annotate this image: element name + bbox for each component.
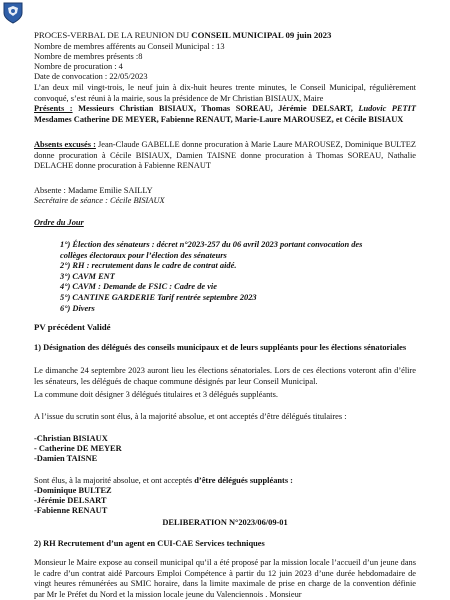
agenda-item: 3°) CAVM ENT [60, 271, 115, 281]
section2-paragraph: Monsieur le Maire expose au conseil municipal qu’il a été proposé par la mission locale l’accueil d’un jeune dans le cadre d’un contrat aidé Parcours Emploi Compétence à partir du 12 juin 2023 d’une durée hebdomadaire de vingt heures rémunérées au SMIC horaire, dans la limite maximale de prise en charge de la convention définie par Mr le Préfet du Nord et la mission locale jeune du Valenciennois . Monsieur [34, 558, 416, 599]
meta-convocation: Date de convocation : 22/05/2023 [34, 72, 148, 81]
excuses-paragraph [34, 140, 416, 172]
titulaire-item: -Damien TAISNE [34, 454, 98, 463]
agenda-list [60, 240, 416, 314]
agenda-item: 1°) Élection des sénateurs : décret n°2023-257 du 06 avril 2023 portant convocation des [60, 240, 363, 249]
presents-text: Messieurs Christian BISIAUX, Thomas SOREAU, Jérémie DELSART, [72, 104, 359, 113]
titulaire-item: -Christian BISIAUX [34, 434, 108, 443]
meta-members: Nombre de membres afférents au Conseil Municipal : 13 [34, 42, 225, 51]
titulaire-item: - Catherine DE MEYER [34, 444, 122, 453]
meta-present: Nombre de membres présents :8 [34, 52, 143, 61]
suppleant-item: -Dominique BULTEZ [34, 486, 112, 495]
para4-bold: d’être délégués suppléants : [194, 476, 293, 485]
agenda-item: collèges électoraux pour l’élection des sénateurs [60, 250, 227, 260]
agenda-item: 4°) CAVM : Demande de FSIC : Cadre de vie [60, 282, 217, 292]
title-prefix: PROCES-VERBAL DE LA REUNION DU [34, 30, 192, 40]
suppleant-item: -Fabienne RENAUT [34, 506, 108, 515]
presents-label: Présents : [34, 104, 73, 113]
section1-para3: A l’issue du scrutin sont élus, à la majorité absolue, et ont acceptés d’être délégués titulaires : [34, 412, 347, 421]
section1-para1: Le dimanche 24 septembre 2023 auront lieu les élections sénatoriales. Lors de ces élections voteront afin d’élire les sénateurs, les délégués de chaque commune désignés par leur Conseil Municipal. [34, 366, 416, 386]
pv-valide: PV précédent Validé [34, 322, 111, 332]
section1-para2: La commune doit désigner 3 délégués titulaires et 3 délégués suppléants. [34, 390, 278, 399]
municipal-crest-icon [2, 1, 24, 25]
presents-paragraph [34, 104, 416, 125]
page-title [34, 30, 331, 40]
agenda-item: 2°) RH : recrutement dans le cadre de contrat aidé. [60, 261, 237, 271]
agenda-item: 5°) CANTINE GARDERIE Tarif rentrée septembre 2023 [60, 292, 257, 302]
section2-title: 2) RH Recrutement d’un agent en CUI-CAE Services techniques [34, 539, 265, 548]
title-bold: CONSEIL MUNICIPAL 09 juin 2023 [191, 30, 332, 40]
secretaire-line: Secrétaire de séance : Cécile BISIAUX [34, 196, 165, 205]
section1-para4 [34, 476, 293, 486]
ordre-du-jour-title: Ordre du Jour [34, 218, 84, 227]
absente-line: Absente : Madame Emilie SAILLY [34, 186, 153, 195]
presents-text2: Mesdames Catherine DE MEYER, Fabienne RENAUT, Marie-Laure MAROUSEZ, et Cécile BISIAUX [34, 114, 404, 124]
suppleant-item: -Jérémie DELSART [34, 496, 107, 505]
meta-procuration: Nombre de procuration : 4 [34, 62, 123, 71]
deliberation-number: DELIBERATION N°2023/06/09-01 [162, 518, 288, 527]
presents-italic: Ludovic PETIT [358, 104, 417, 113]
para4-prefix: Sont élus, à la majorité absolue, et ont acceptés [34, 476, 195, 485]
section1-title: 1) Désignation des délégués des conseils municipaux et de leurs suppléants pour les élections sénatoriales [34, 343, 407, 352]
excuses-label: Absents excusés : [34, 140, 96, 149]
excuses-text: Jean-Claude GABELLE donne procuration à Marie Laure MAROUSEZ, Dominique BULTEZ donne procuration à Cécile BISIAUX, Damien TAISNE donne procuration à Thomas SOREAU, Nathalie DELACHE donne procuration à Fabienne RENAUT [34, 140, 416, 171]
agenda-item: 6°) Divers [60, 303, 95, 313]
opening-paragraph: L’an deux mil vingt-trois, le neuf juin à dix-huit heures trente minutes, le Conseil Municipal, régulièrement convoqué, s’est réuni à la mairie, sous la présidence de Mr Christian BISIAUX, Maire [34, 83, 416, 103]
